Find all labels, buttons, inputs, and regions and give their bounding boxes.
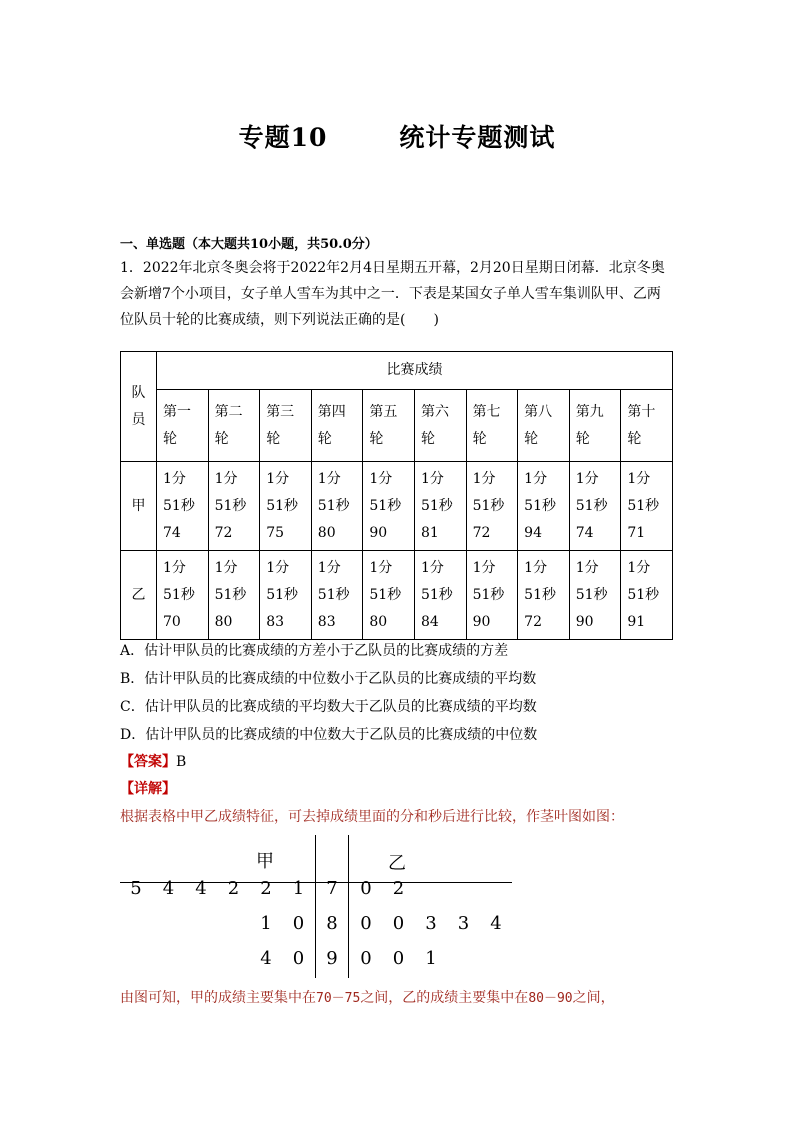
stem-divider-right (348, 835, 349, 978)
round-header-cell: 第一 轮 (157, 390, 209, 462)
round-header-cell: 第三 轮 (260, 390, 312, 462)
right-leaf: 4 (490, 913, 502, 934)
round-header-cell: 第九 轮 (569, 390, 621, 462)
left-leaf: 1 (292, 878, 305, 899)
score-cell: 1分 51秒 90 (363, 462, 415, 551)
left-leaf: 4 (195, 878, 207, 899)
option-b: B．估计甲队员的比赛成绩的中位数小于乙队员的比赛成绩的平均数 (120, 671, 537, 687)
left-leaf: 4 (260, 948, 272, 969)
score-cell: 1分 51秒 74 (569, 462, 621, 551)
conclusion-part: 由图可知，甲的成绩主要集中在 (120, 990, 316, 1006)
right-leaf: 2 (392, 878, 405, 899)
player-name-cell: 乙 (121, 551, 157, 640)
score-cell: 1分 51秒 74 (157, 462, 209, 551)
score-cell: 1分 51秒 80 (311, 462, 363, 551)
player-name-cell: 甲 (121, 462, 157, 551)
score-cell: 1分 51秒 94 (518, 462, 570, 551)
detail-label: 【详解】 (120, 781, 176, 797)
score-cell: 1分 51秒 90 (466, 551, 518, 640)
stem-right-label: 乙 (388, 853, 406, 874)
right-leaf: 0 (360, 878, 372, 899)
question-line: 会新增7个小项目，女子单人雪车为其中之一．下表是某国女子单人雪车集训队甲、乙两 (120, 286, 661, 302)
score-cell: 1分 51秒 72 (518, 551, 570, 640)
conclusion-part: 之间， (572, 990, 615, 1006)
stem-leaf-plot (120, 835, 520, 985)
corner-cell: 队 员 (121, 352, 157, 462)
right-leaf: 3 (457, 913, 470, 934)
score-cell: 1分 51秒 75 (260, 462, 312, 551)
round-header-cell: 第五 轮 (363, 390, 415, 462)
right-leaf: 0 (392, 948, 405, 969)
conclusion-part: 之间，乙的成绩主要集中在 (360, 990, 529, 1006)
score-table (120, 351, 673, 640)
stem-value: 7 (326, 878, 338, 899)
score-cell: 1分 51秒 90 (569, 551, 621, 640)
title-part2: 统计专题测试 (399, 123, 556, 152)
round-header-cell: 第六 轮 (414, 390, 466, 462)
option-d: D．估计甲队员的比赛成绩的中位数大于乙队员的比赛成绩的中位数 (120, 727, 538, 743)
right-leaf: 1 (425, 948, 437, 969)
page-title (0, 118, 794, 154)
title-part1: 专题10 (238, 123, 328, 152)
question-line: 1．2022年北京冬奥会将于2022年2月4日星期五开幕，2月20日星期日闭幕．北京冬奥 (120, 260, 665, 276)
score-cell: 1分 51秒 91 (621, 551, 673, 640)
score-cell: 1分 51秒 83 (311, 551, 363, 640)
question-line: 位队员十轮的比赛成绩，则下列说法正确的是( ) (120, 312, 439, 328)
round-header-cell: 第四 轮 (311, 390, 363, 462)
left-leaf: 0 (292, 913, 305, 934)
answer-label: 【答案】 (120, 754, 176, 770)
option-c: C．估计甲队员的比赛成绩的平均数大于乙队员的比赛成绩的平均数 (120, 699, 537, 715)
round-header-cell: 第二 轮 (208, 390, 260, 462)
round-header-cell: 第十 轮 (621, 390, 673, 462)
round-header-cell: 第七 轮 (466, 390, 518, 462)
score-cell: 1分 51秒 80 (208, 551, 260, 640)
right-leaf: 0 (392, 913, 405, 934)
conclusion-text (120, 987, 615, 1007)
conclusion-range: 70－75 (316, 991, 361, 1006)
left-leaf: 5 (130, 878, 142, 899)
right-leaf: 3 (425, 913, 437, 934)
section-heading: 一、单选题（本大题共10小题，共50.0分） (120, 237, 378, 252)
group-header: 比赛成绩 (157, 352, 673, 390)
answer-value: B (176, 754, 187, 770)
stem-divider-left (315, 835, 316, 978)
detail-line (120, 778, 176, 798)
score-cell: 1分 51秒 72 (466, 462, 518, 551)
right-leaf: 0 (360, 913, 372, 934)
answer-line (120, 751, 186, 771)
right-leaf: 0 (360, 948, 372, 969)
stem-value: 8 (326, 913, 338, 934)
round-header-cell: 第八 轮 (518, 390, 570, 462)
score-cell: 1分 51秒 84 (414, 551, 466, 640)
score-cell: 1分 51秒 80 (363, 551, 415, 640)
option-a: A．估计甲队员的比赛成绩的方差小于乙队员的比赛成绩的方差 (120, 643, 509, 659)
score-cell: 1分 51秒 81 (414, 462, 466, 551)
score-cell: 1分 51秒 70 (157, 551, 209, 640)
left-leaf: 4 (162, 878, 175, 899)
score-cell: 1分 51秒 72 (208, 462, 260, 551)
left-leaf: 2 (227, 878, 240, 899)
stem-left-label: 甲 (256, 851, 274, 872)
question-text (120, 255, 680, 333)
left-leaf: 1 (260, 913, 272, 934)
conclusion-range: 80－90 (528, 991, 573, 1006)
left-leaf: 2 (260, 878, 272, 899)
explain-text: 根据表格中甲乙成绩特征，可去掉成绩里面的分和秒后进行比较，作茎叶图如图： (120, 809, 624, 825)
left-leaf: 0 (292, 948, 305, 969)
stem-header-line (120, 882, 512, 883)
score-cell: 1分 51秒 83 (260, 551, 312, 640)
score-cell: 1分 51秒 71 (621, 462, 673, 551)
stem-value: 9 (326, 948, 338, 969)
